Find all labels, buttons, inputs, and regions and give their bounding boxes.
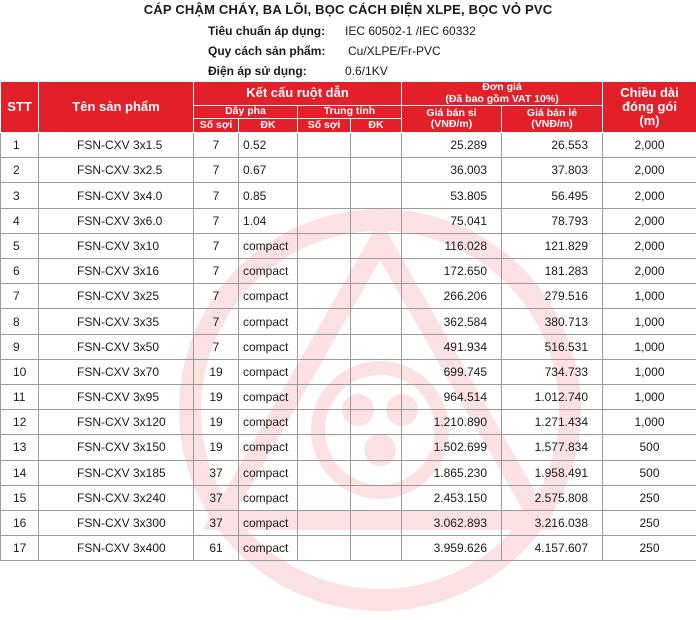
cell-wholesale-price: 699.745 <box>402 359 502 384</box>
cell-package-length: 2,000 <box>603 208 696 233</box>
cell-wholesale-price: 266.206 <box>402 284 502 309</box>
cell-phase-wires: 37 <box>194 510 239 535</box>
cell-product-name: FSN-CXV 3x185 <box>39 460 194 485</box>
cell-phase-wires: 7 <box>194 133 239 158</box>
cell-neutral-dk <box>351 158 402 183</box>
cell-phase-wires: 61 <box>194 536 239 561</box>
cell-package-length: 1,000 <box>603 384 696 409</box>
cell-phase-wires: 7 <box>194 183 239 208</box>
cell-phase-dk: compact <box>239 410 298 435</box>
cell-product-name: FSN-CXV 3x95 <box>39 384 194 409</box>
cell-stt: 11 <box>1 384 39 409</box>
cell-phase-wires: 19 <box>194 384 239 409</box>
cell-phase-dk: compact <box>239 284 298 309</box>
cell-phase-wires: 7 <box>194 208 239 233</box>
meta-label-standard: Tiêu chuẩn áp dụng: <box>208 24 325 38</box>
header-wholesale-line2: (VNĐ/m) <box>402 119 501 131</box>
cell-product-name: FSN-CXV 3x2.5 <box>39 158 194 183</box>
cell-product-name: FSN-CXV 3x70 <box>39 359 194 384</box>
header-unit-price-line2: (Đã bao gồm VAT 10%) <box>402 94 602 106</box>
cell-phase-wires: 7 <box>194 158 239 183</box>
cell-neutral-dk <box>351 435 402 460</box>
cell-product-name: FSN-CXV 3x240 <box>39 485 194 510</box>
cell-phase-dk: compact <box>239 435 298 460</box>
cell-phase-wires: 19 <box>194 410 239 435</box>
cell-phase-wires: 7 <box>194 334 239 359</box>
cell-retail-price: 734.733 <box>502 359 603 384</box>
cell-neutral-wires <box>298 384 351 409</box>
cell-package-length: 1,000 <box>603 410 696 435</box>
cell-package-length: 1,000 <box>603 284 696 309</box>
cell-phase-dk: 0.67 <box>239 158 298 183</box>
header-wholesale <box>402 106 502 133</box>
header-neutral: Trung tính <box>298 106 402 119</box>
cell-retail-price: 1.577.834 <box>502 435 603 460</box>
cell-package-length: 2,000 <box>603 183 696 208</box>
cell-product-name: FSN-CXV 3x150 <box>39 435 194 460</box>
cell-retail-price: 181.283 <box>502 259 603 284</box>
cell-stt: 6 <box>1 259 39 284</box>
cell-wholesale-price: 1.210.890 <box>402 410 502 435</box>
cell-stt: 10 <box>1 359 39 384</box>
cell-phase-dk: 0.85 <box>239 183 298 208</box>
header-length-line1: Chiều dài <box>603 86 696 100</box>
cell-neutral-wires <box>298 536 351 561</box>
cell-stt: 1 <box>1 133 39 158</box>
cell-package-length: 1,000 <box>603 334 696 359</box>
cell-neutral-dk <box>351 183 402 208</box>
cell-neutral-dk <box>351 133 402 158</box>
cell-phase-dk: compact <box>239 259 298 284</box>
cell-phase-wires: 37 <box>194 460 239 485</box>
cell-retail-price: 380.713 <box>502 309 603 334</box>
cell-wholesale-price: 116.028 <box>402 233 502 258</box>
table-row <box>1 309 696 334</box>
cell-neutral-dk <box>351 510 402 535</box>
header-phase-dk: ĐK <box>239 119 298 133</box>
cell-neutral-dk <box>351 485 402 510</box>
cell-stt: 15 <box>1 485 39 510</box>
meta-label-voltage: Điện áp sử dụng: <box>208 64 307 78</box>
cell-phase-dk: compact <box>239 233 298 258</box>
cell-wholesale-price: 53.805 <box>402 183 502 208</box>
cell-package-length: 1,000 <box>603 309 696 334</box>
cell-stt: 7 <box>1 284 39 309</box>
cell-package-length: 2,000 <box>603 158 696 183</box>
cell-package-length: 2,000 <box>603 259 696 284</box>
cell-product-name: FSN-CXV 3x50 <box>39 334 194 359</box>
table-row <box>1 485 696 510</box>
header-product-name: Tên sản phẩm <box>39 82 194 133</box>
cell-product-name: FSN-CXV 3x10 <box>39 233 194 258</box>
meta-value-voltage: 0.6/1KV <box>345 64 388 78</box>
table-row <box>1 435 696 460</box>
cell-product-name: FSN-CXV 3x4.0 <box>39 183 194 208</box>
cell-neutral-wires <box>298 485 351 510</box>
cell-neutral-dk <box>351 359 402 384</box>
cell-wholesale-price: 75.041 <box>402 208 502 233</box>
header-length-line2: đóng gói <box>603 100 696 114</box>
cell-retail-price: 37.803 <box>502 158 603 183</box>
cell-stt: 5 <box>1 233 39 258</box>
cell-phase-wires: 7 <box>194 309 239 334</box>
cell-phase-wires: 37 <box>194 485 239 510</box>
cell-package-length: 2,000 <box>603 133 696 158</box>
cell-phase-wires: 7 <box>194 284 239 309</box>
cell-wholesale-price: 3.959.626 <box>402 536 502 561</box>
cell-product-name: FSN-CXV 3x1.5 <box>39 133 194 158</box>
cell-retail-price: 26.553 <box>502 133 603 158</box>
cell-neutral-dk <box>351 309 402 334</box>
cell-stt: 14 <box>1 460 39 485</box>
cell-retail-price: 516.531 <box>502 334 603 359</box>
cell-product-name: FSN-CXV 3x25 <box>39 284 194 309</box>
cell-neutral-dk <box>351 410 402 435</box>
cell-retail-price: 4.157.607 <box>502 536 603 561</box>
cell-wholesale-price: 36.003 <box>402 158 502 183</box>
header-unit-price-line1: Đơn giá <box>402 82 602 94</box>
table-row <box>1 384 696 409</box>
cell-product-name: FSN-CXV 3x120 <box>39 410 194 435</box>
cell-wholesale-price: 25.289 <box>402 133 502 158</box>
cell-phase-dk: compact <box>239 460 298 485</box>
cell-neutral-wires <box>298 309 351 334</box>
cell-stt: 13 <box>1 435 39 460</box>
cell-neutral-dk <box>351 208 402 233</box>
cell-neutral-wires <box>298 460 351 485</box>
cell-wholesale-price: 491.934 <box>402 334 502 359</box>
cell-wholesale-price: 964.514 <box>402 384 502 409</box>
cell-phase-wires: 19 <box>194 435 239 460</box>
table-row <box>1 208 696 233</box>
cell-phase-wires: 19 <box>194 359 239 384</box>
header-retail-line1: Giá bán lẻ <box>502 108 602 120</box>
cell-neutral-dk <box>351 384 402 409</box>
price-table <box>0 81 696 561</box>
cell-neutral-dk <box>351 536 402 561</box>
cell-package-length: 250 <box>603 510 696 535</box>
cell-neutral-dk <box>351 334 402 359</box>
cell-product-name: FSN-CXV 3x300 <box>39 510 194 535</box>
cell-neutral-wires <box>298 158 351 183</box>
header-neutral-dk: ĐK <box>351 119 402 133</box>
cell-phase-dk: compact <box>239 384 298 409</box>
table-row <box>1 334 696 359</box>
cell-retail-price: 121.829 <box>502 233 603 258</box>
cell-phase-dk: 1.04 <box>239 208 298 233</box>
cell-stt: 16 <box>1 510 39 535</box>
cell-product-name: FSN-CXV 3x6.0 <box>39 208 194 233</box>
meta-value-standard: IEC 60502-1 /IEC 60332 <box>345 24 476 38</box>
cell-neutral-dk <box>351 259 402 284</box>
cell-stt: 17 <box>1 536 39 561</box>
cell-phase-dk: compact <box>239 485 298 510</box>
cell-neutral-dk <box>351 460 402 485</box>
cell-neutral-wires <box>298 359 351 384</box>
cell-neutral-wires <box>298 410 351 435</box>
cell-package-length: 250 <box>603 536 696 561</box>
cell-retail-price: 3.216.038 <box>502 510 603 535</box>
cell-neutral-wires <box>298 510 351 535</box>
cell-package-length: 500 <box>603 460 696 485</box>
header-conductor: Kết cấu ruột dẫn <box>194 82 402 106</box>
cell-neutral-dk <box>351 284 402 309</box>
cell-wholesale-price: 2.453.150 <box>402 485 502 510</box>
cell-phase-dk: compact <box>239 359 298 384</box>
cell-neutral-dk <box>351 233 402 258</box>
header-package-length <box>603 82 696 133</box>
cell-retail-price: 1.271.434 <box>502 410 603 435</box>
table-row <box>1 233 696 258</box>
table-row <box>1 133 696 158</box>
cell-package-length: 2,000 <box>603 233 696 258</box>
table-row <box>1 158 696 183</box>
cell-neutral-wires <box>298 259 351 284</box>
header-wholesale-line1: Giá bán sỉ <box>402 108 501 120</box>
cell-wholesale-price: 362.584 <box>402 309 502 334</box>
cell-wholesale-price: 1.502.699 <box>402 435 502 460</box>
cell-neutral-wires <box>298 233 351 258</box>
cell-product-name: FSN-CXV 3x400 <box>39 536 194 561</box>
cell-phase-wires: 7 <box>194 233 239 258</box>
cell-package-length: 250 <box>603 485 696 510</box>
cell-retail-price: 56.495 <box>502 183 603 208</box>
table-row <box>1 536 696 561</box>
cell-retail-price: 78.793 <box>502 208 603 233</box>
header-neutral-wires: Số sợi <box>298 119 351 133</box>
table-row <box>1 460 696 485</box>
cell-stt: 8 <box>1 309 39 334</box>
cell-stt: 9 <box>1 334 39 359</box>
cell-stt: 4 <box>1 208 39 233</box>
cell-product-name: FSN-CXV 3x16 <box>39 259 194 284</box>
cell-neutral-wires <box>298 183 351 208</box>
cell-neutral-wires <box>298 334 351 359</box>
cell-stt: 3 <box>1 183 39 208</box>
cell-phase-wires: 7 <box>194 259 239 284</box>
cell-neutral-wires <box>298 208 351 233</box>
cell-retail-price: 1.012.740 <box>502 384 603 409</box>
cell-phase-dk: 0.52 <box>239 133 298 158</box>
cell-neutral-wires <box>298 435 351 460</box>
table-row <box>1 410 696 435</box>
cell-neutral-wires <box>298 284 351 309</box>
meta-value-spec: Cu/XLPE/Fr-PVC <box>348 44 441 58</box>
cell-wholesale-price: 3.062.893 <box>402 510 502 535</box>
cell-phase-dk: compact <box>239 334 298 359</box>
table-row <box>1 284 696 309</box>
cell-phase-dk: compact <box>239 510 298 535</box>
table-row <box>1 183 696 208</box>
cell-stt: 12 <box>1 410 39 435</box>
cell-retail-price: 2.575.808 <box>502 485 603 510</box>
cell-retail-price: 279.516 <box>502 284 603 309</box>
header-phase: Dây pha <box>194 106 298 119</box>
header-stt: STT <box>1 82 39 133</box>
header-unit-price <box>402 82 603 106</box>
cell-phase-dk: compact <box>239 309 298 334</box>
cell-product-name: FSN-CXV 3x35 <box>39 309 194 334</box>
cell-wholesale-price: 1.865.230 <box>402 460 502 485</box>
cell-stt: 2 <box>1 158 39 183</box>
header-length-line3: (m) <box>603 114 696 128</box>
cell-wholesale-price: 172.650 <box>402 259 502 284</box>
meta-label-spec: Quy cách sản phẩm: <box>208 44 325 58</box>
header-retail <box>502 106 603 133</box>
table-row <box>1 510 696 535</box>
cell-retail-price: 1.958.491 <box>502 460 603 485</box>
document-title: CÁP CHẬM CHÁY, BA LÕI, BỌC CÁCH ĐIỆN XLPE, BỌC VỎ PVC <box>0 2 696 17</box>
cell-phase-dk: compact <box>239 536 298 561</box>
cell-package-length: 500 <box>603 435 696 460</box>
table-row <box>1 259 696 284</box>
cell-neutral-wires <box>298 133 351 158</box>
table-row <box>1 359 696 384</box>
header-phase-wires: Số sợi <box>194 119 239 133</box>
header-retail-line2: (VNĐ/m) <box>502 119 602 131</box>
cell-package-length: 1,000 <box>603 359 696 384</box>
